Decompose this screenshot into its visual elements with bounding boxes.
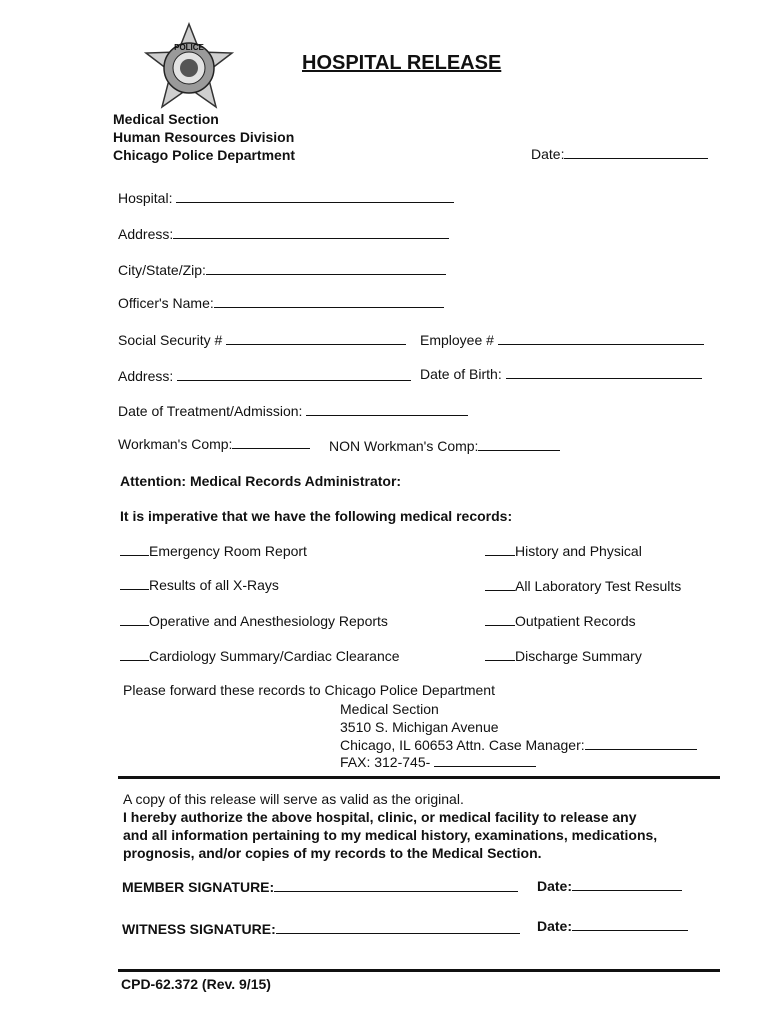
member-signature-row xyxy=(122,879,518,895)
record-check-blank[interactable] xyxy=(120,554,149,556)
non-workmans-comp-field[interactable] xyxy=(478,449,560,451)
address2-label: Address: xyxy=(118,368,174,384)
witness-signature-row xyxy=(122,921,520,937)
record-label: Results of all X-Rays xyxy=(149,577,279,593)
authorization-line-1: I hereby authorize the above hospital, clinic, or medical facility to release any xyxy=(123,809,637,825)
org-line-2: Human Resources Division xyxy=(113,129,295,145)
authorization-line-2: and all information pertaining to my medical history, examinations, medications, xyxy=(123,827,658,843)
attention-heading: Attention: Medical Records Administrator: xyxy=(120,473,402,489)
address-field[interactable] xyxy=(173,237,449,239)
record-item-left-3 xyxy=(120,613,388,629)
city-state-zip-field[interactable] xyxy=(206,273,446,275)
dob-field[interactable] xyxy=(506,377,702,379)
section-divider xyxy=(118,776,720,779)
record-check-blank[interactable] xyxy=(120,659,149,661)
page-title: HOSPITAL RELEASE xyxy=(302,52,502,74)
member-signature-field[interactable] xyxy=(274,890,518,892)
record-check-blank[interactable] xyxy=(120,588,149,590)
address2-field[interactable] xyxy=(177,379,411,381)
address-label: Address: xyxy=(118,226,174,242)
dob-row xyxy=(420,366,702,382)
non-workmans-comp-label: NON Workman's Comp: xyxy=(329,438,479,454)
employee-row xyxy=(420,332,704,348)
case-manager-field[interactable] xyxy=(585,748,697,750)
record-label: Cardiology Summary/Cardiac Clearance xyxy=(149,648,400,664)
hospital-field[interactable] xyxy=(176,201,454,203)
ssn-row xyxy=(118,332,406,348)
record-item-left-1 xyxy=(120,543,307,559)
date-field[interactable] xyxy=(564,157,708,159)
city-state-zip-label: City/State/Zip: xyxy=(118,262,206,278)
date-label xyxy=(531,146,708,162)
record-item-right-1 xyxy=(485,543,642,559)
ssn-field[interactable] xyxy=(226,343,406,345)
record-item-right-2 xyxy=(485,578,681,594)
record-item-right-4 xyxy=(485,648,642,664)
employee-field[interactable] xyxy=(498,343,704,345)
copy-statement: A copy of this release will serve as valid as the original. xyxy=(123,791,464,807)
org-line-1: Medical Section xyxy=(113,111,219,127)
treatment-field[interactable] xyxy=(306,414,468,416)
record-label: Outpatient Records xyxy=(515,613,636,629)
forward-line-1: Medical Section xyxy=(340,701,439,717)
dob-label: Date of Birth: xyxy=(420,366,502,382)
officer-name-field[interactable] xyxy=(214,306,444,308)
record-check-blank[interactable] xyxy=(485,659,515,661)
police-star-icon xyxy=(142,22,236,114)
record-item-left-4 xyxy=(120,648,400,664)
witness-date-row xyxy=(537,918,688,934)
employee-label: Employee # xyxy=(420,332,494,348)
workmans-comp-field[interactable] xyxy=(232,447,310,449)
member-signature-label: MEMBER SIGNATURE: xyxy=(122,879,275,895)
form-number: CPD-62.372 (Rev. 9/15) xyxy=(121,976,271,992)
non-workmans-comp-row xyxy=(329,438,560,454)
treatment-row xyxy=(118,403,468,419)
witness-date-field[interactable] xyxy=(572,929,688,931)
forward-line-3 xyxy=(340,737,697,753)
member-date-row xyxy=(537,878,682,894)
forward-intro: Please forward these records to Chicago Police Department xyxy=(123,682,495,698)
forward-line-2: 3510 S. Michigan Avenue xyxy=(340,719,499,735)
ssn-label: Social Security # xyxy=(118,332,223,348)
seal-text: POLICE xyxy=(174,43,204,52)
hospital-row xyxy=(118,190,454,206)
record-label: Emergency Room Report xyxy=(149,543,307,559)
record-item-right-3 xyxy=(485,613,636,629)
record-label: All Laboratory Test Results xyxy=(515,578,682,594)
case-manager-label: Chicago, IL 60653 Attn. Case Manager: xyxy=(340,737,585,753)
fax-field[interactable] xyxy=(434,765,536,767)
workmans-comp-label: Workman's Comp: xyxy=(118,436,233,452)
record-label: Operative and Anesthesiology Reports xyxy=(149,613,388,629)
city-state-zip-row xyxy=(118,262,446,278)
fax-label: FAX: 312-745- xyxy=(340,754,431,770)
police-star-seal xyxy=(142,22,236,114)
treatment-label: Date of Treatment/Admission: xyxy=(118,403,303,419)
witness-date-label: Date: xyxy=(537,918,573,934)
footer-divider xyxy=(118,969,720,972)
forward-fax xyxy=(340,754,536,770)
officer-name-row xyxy=(118,295,444,311)
witness-signature-field[interactable] xyxy=(276,932,520,934)
record-check-blank[interactable] xyxy=(485,589,515,591)
date-label-text: Date: xyxy=(531,146,565,162)
record-check-blank[interactable] xyxy=(485,624,515,626)
member-date-field[interactable] xyxy=(572,889,682,891)
org-line-3: Chicago Police Department xyxy=(113,147,296,163)
authorization-line-3: prognosis, and/or copies of my records to the Medical Section. xyxy=(123,845,542,861)
record-label: History and Physical xyxy=(515,543,642,559)
record-check-blank[interactable] xyxy=(120,624,149,626)
witness-signature-label: WITNESS SIGNATURE: xyxy=(122,921,276,937)
hospital-label: Hospital: xyxy=(118,190,173,206)
record-item-left-2 xyxy=(120,577,279,593)
address-row xyxy=(118,226,449,242)
record-check-blank[interactable] xyxy=(485,554,515,556)
address2-row xyxy=(118,368,411,384)
officer-name-label: Officer's Name: xyxy=(118,295,214,311)
member-date-label: Date: xyxy=(537,878,573,894)
record-label: Discharge Summary xyxy=(515,648,642,664)
workmans-comp-row xyxy=(118,436,310,452)
imperative-heading: It is imperative that we have the following medical records: xyxy=(120,508,513,524)
